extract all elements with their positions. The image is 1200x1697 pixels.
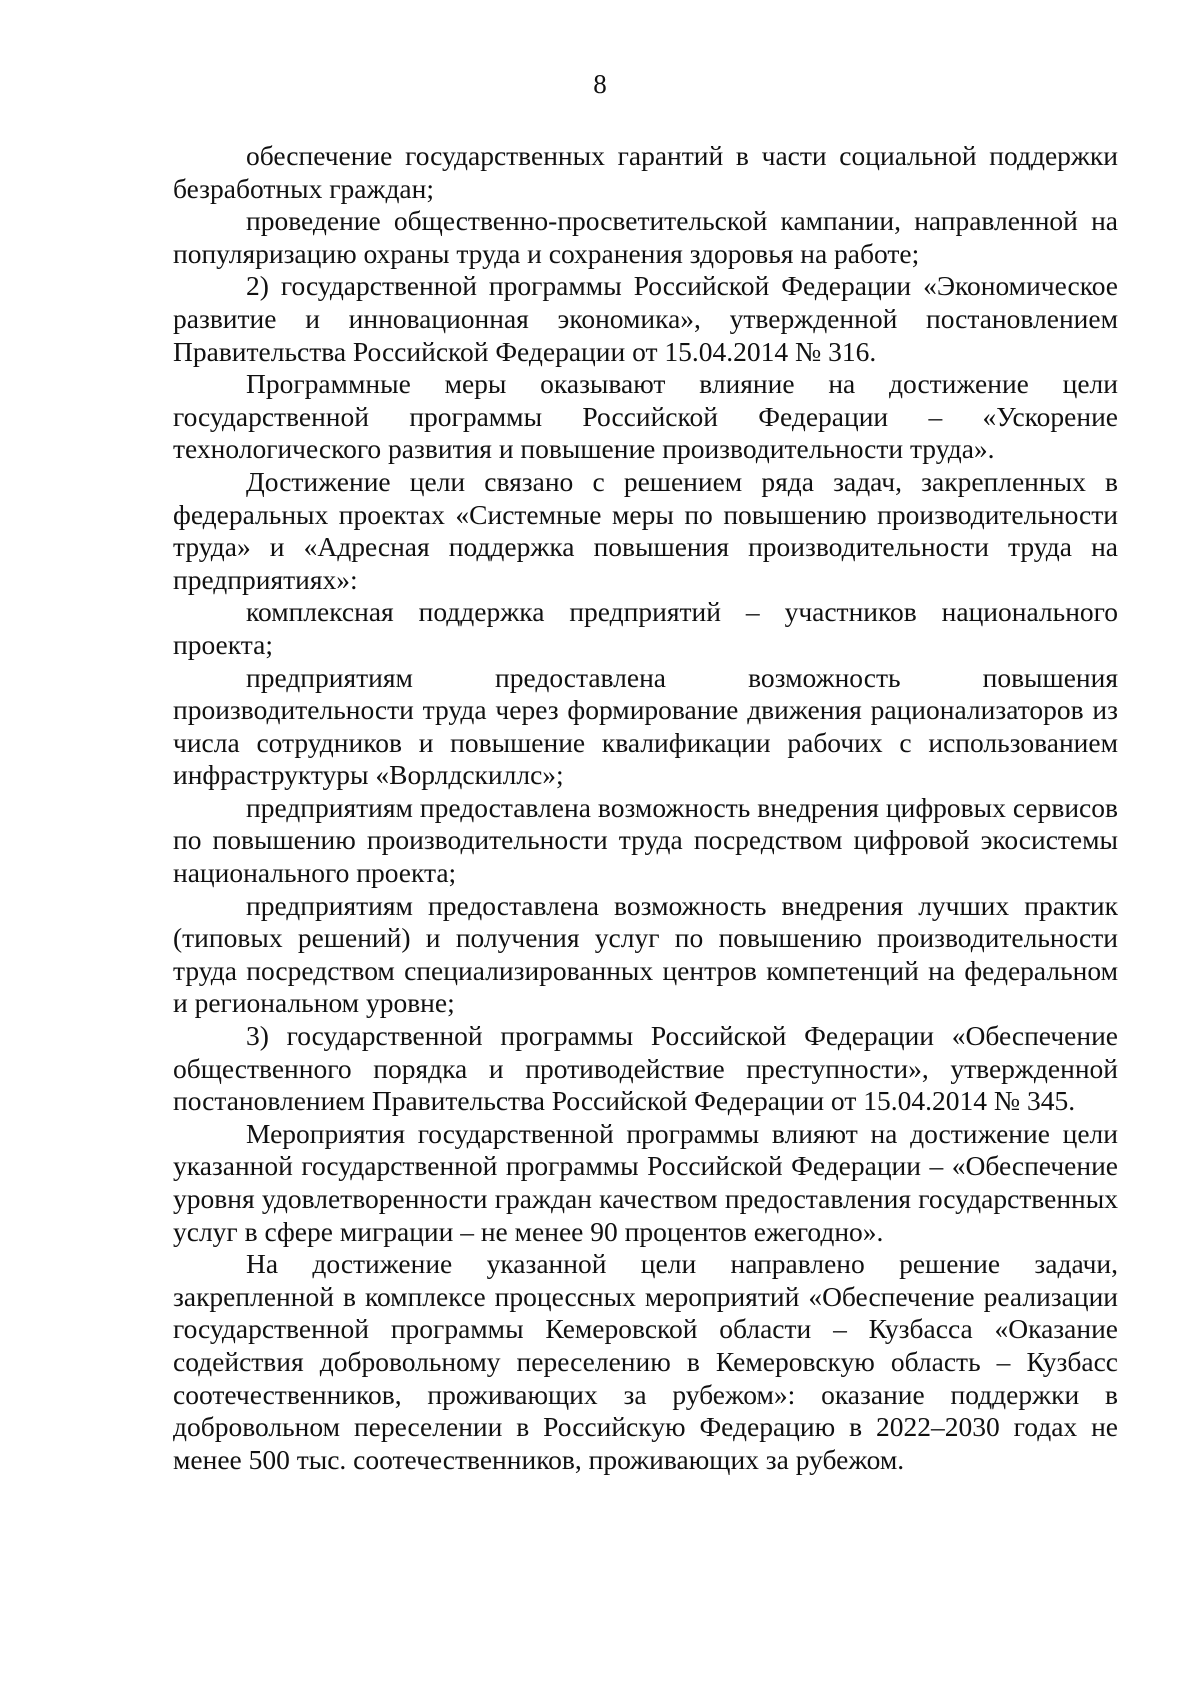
paragraph: предприятиям предоставлена возможность внедрения цифровых сервисов по повышению производительности труда посредством цифровой экосистемы национального проекта; xyxy=(173,791,1118,889)
paragraph: 2) государственной программы Российской Федерации «Экономическое развитие и инновационная экономика», утвержденной постановлением Правительства Российской Федерации от 15.04.2014 № 316. xyxy=(173,270,1118,367)
paragraph: обеспечение государственных гарантий в части социальной поддержки безработных граждан; xyxy=(173,140,1118,204)
paragraph: Программные меры оказывают влияние на достижение цели государственной программы Российской Федерации – «Ускорение технологического развития и повышение производительности труда». xyxy=(173,368,1118,465)
paragraph: предприятиям предоставлена возможность внедрения лучших практик (типовых решений) и получения услуг по повышению производительности труда посредством специализированных центров компетенций на федеральном и региональном уровне; xyxy=(173,889,1118,1019)
paragraph: 3) государственной программы Российской Федерации «Обеспечение общественного порядка и противодействие преступности», утвержденной постановлением Правительства Российской Федерации от 15.04.2014 № 345. xyxy=(173,1020,1118,1117)
paragraph: проведение общественно-просветительской кампании, направленной на популяризацию охраны труда и сохранения здоровья на работе; xyxy=(173,205,1118,269)
paragraph: На достижение указанной цели направлено решение задачи, закрепленной в комплексе процессных мероприятий «Обеспечение реализации государственной программы Кемеровской области – Кузбасса «Оказание содействия добровольному переселению в Кемеровскую область – Кузбасс соотечественников, проживающих за рубежом»: оказание поддержки в добровольном переселении в Российскую Федерацию в 2022–2030 годах не менее 500 тыс. соотечественников, проживающих за рубежом. xyxy=(173,1248,1118,1475)
page-number: 8 xyxy=(593,69,607,99)
paragraph: предприятиям предоставлена возможность повышения производительности труда через формирование движения рационализаторов из числа сотрудников и повышение квалификации рабочих с использованием инфраструктуры «Ворлдскиллс»; xyxy=(173,661,1118,791)
paragraph: Достижение цели связано с решением ряда задач, закрепленных в федеральных проектах «Системные меры по повышению производительности труда» и «Адресная поддержка повышения производительности труда на предприятиях»: xyxy=(173,465,1118,595)
paragraph: Мероприятия государственной программы влияют на достижение цели указанной государственной программы Российской Федерации – «Обеспечение уровня удовлетворенности граждан качеством предоставления государственных услуг в сфере миграции – не менее 90 процентов ежегодно». xyxy=(173,1117,1118,1247)
document-body xyxy=(173,140,1118,1476)
paragraph: комплексная поддержка предприятий – участников национального проекта; xyxy=(173,596,1118,660)
